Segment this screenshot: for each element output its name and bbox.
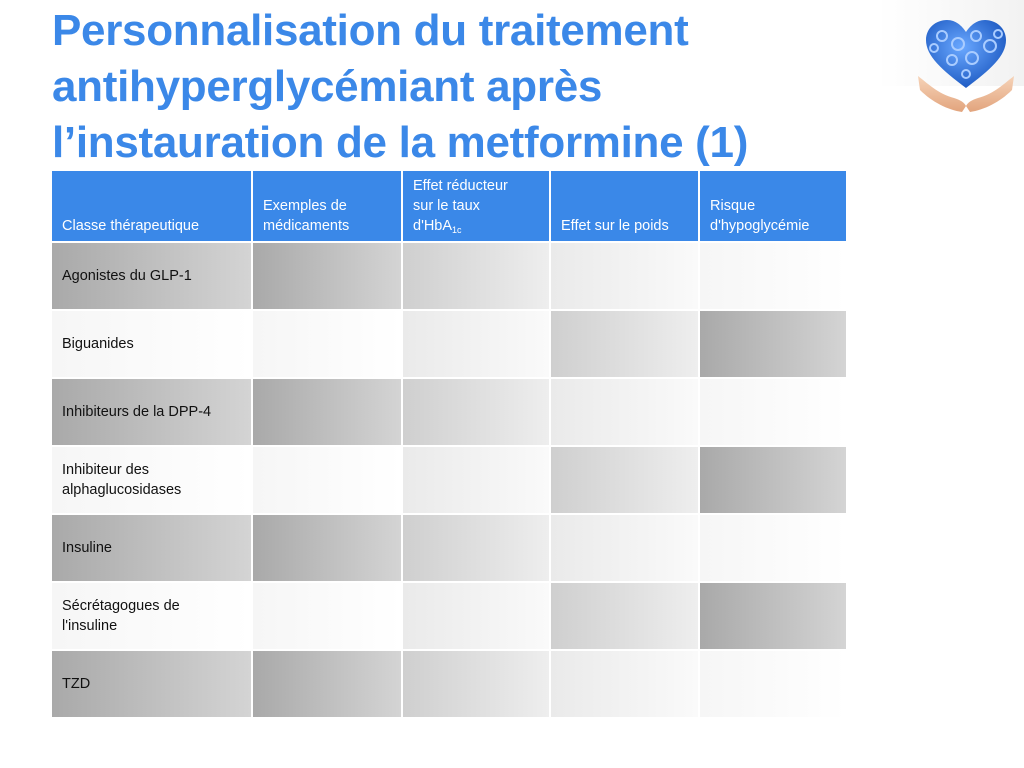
table-cell	[403, 651, 551, 719]
header-label: sur le taux	[413, 198, 480, 214]
row-label-text: Agonistes du GLP-1	[62, 268, 192, 284]
row-label	[52, 651, 253, 719]
table-cell	[551, 379, 700, 447]
table-cell	[700, 515, 848, 583]
table-cell	[403, 379, 551, 447]
table-row	[52, 447, 848, 515]
table-cell	[700, 651, 848, 719]
header-effet-hba1c	[403, 171, 551, 243]
table-row	[52, 379, 848, 447]
table-row	[52, 583, 848, 651]
table-cell	[253, 651, 403, 719]
header-label: médicaments	[263, 218, 350, 234]
table-cell	[700, 379, 848, 447]
row-label	[52, 515, 253, 583]
table-cell	[253, 515, 403, 583]
row-label-text: alphaglucosidases	[62, 482, 182, 498]
table-cell	[700, 583, 848, 651]
header-exemples-medicaments	[253, 171, 403, 243]
row-label-text: TZD	[62, 676, 91, 692]
row-label	[52, 311, 253, 379]
title-line-2: antihyperglycémiant après	[52, 62, 603, 111]
row-label-text: l'insuline	[62, 618, 118, 634]
row-label-text: Inhibiteurs de la DPP-4	[62, 404, 212, 420]
table-cell	[403, 515, 551, 583]
table-cell	[253, 379, 403, 447]
table-cell	[700, 243, 848, 311]
row-label-text: Inhibiteur des	[62, 462, 150, 478]
table-row	[52, 243, 848, 311]
table-row	[52, 651, 848, 719]
table-header-row	[52, 171, 848, 243]
treatment-table	[52, 171, 848, 719]
table-cell	[551, 447, 700, 515]
header-risque-hypoglycemie	[700, 171, 848, 243]
table-cell	[253, 583, 403, 651]
header-label: Effet réducteur	[413, 178, 508, 194]
table-row	[52, 515, 848, 583]
row-label	[52, 447, 253, 515]
header-label: d'HbA	[413, 218, 453, 234]
header-label: d'hypoglycémie	[710, 218, 810, 234]
table-cell	[551, 243, 700, 311]
table-cell	[253, 243, 403, 311]
table-cell	[700, 311, 848, 379]
table-cell	[403, 583, 551, 651]
table-cell	[403, 447, 551, 515]
table-cell	[551, 311, 700, 379]
header-classe-therapeutique	[52, 171, 253, 243]
title-line-3: l’instauration de la metformine (1)	[52, 118, 749, 167]
table-cell	[253, 447, 403, 515]
row-label	[52, 379, 253, 447]
slide-title	[52, 3, 882, 171]
header-label: Effet sur le poids	[561, 218, 669, 234]
table-cell	[551, 651, 700, 719]
table-cell	[700, 447, 848, 515]
row-label-text: Biguanides	[62, 336, 134, 352]
header-effet-poids	[551, 171, 700, 243]
row-label	[52, 243, 253, 311]
table-cell	[403, 243, 551, 311]
table-cell	[551, 515, 700, 583]
row-label	[52, 583, 253, 651]
row-label-text: Sécrétagogues de	[62, 598, 180, 614]
table-cell	[551, 583, 700, 651]
table-cell	[253, 311, 403, 379]
header-label: Classe thérapeutique	[62, 218, 200, 234]
table-row	[52, 311, 848, 379]
header-label: Exemples de	[263, 198, 347, 214]
heart-in-hands-icon	[912, 10, 1020, 118]
table-cell	[403, 311, 551, 379]
header-label: Risque	[710, 198, 756, 214]
row-label-text: Insuline	[62, 540, 112, 556]
title-line-1: Personnalisation du traitement	[52, 6, 689, 55]
header-subscript: 1c	[452, 225, 462, 235]
